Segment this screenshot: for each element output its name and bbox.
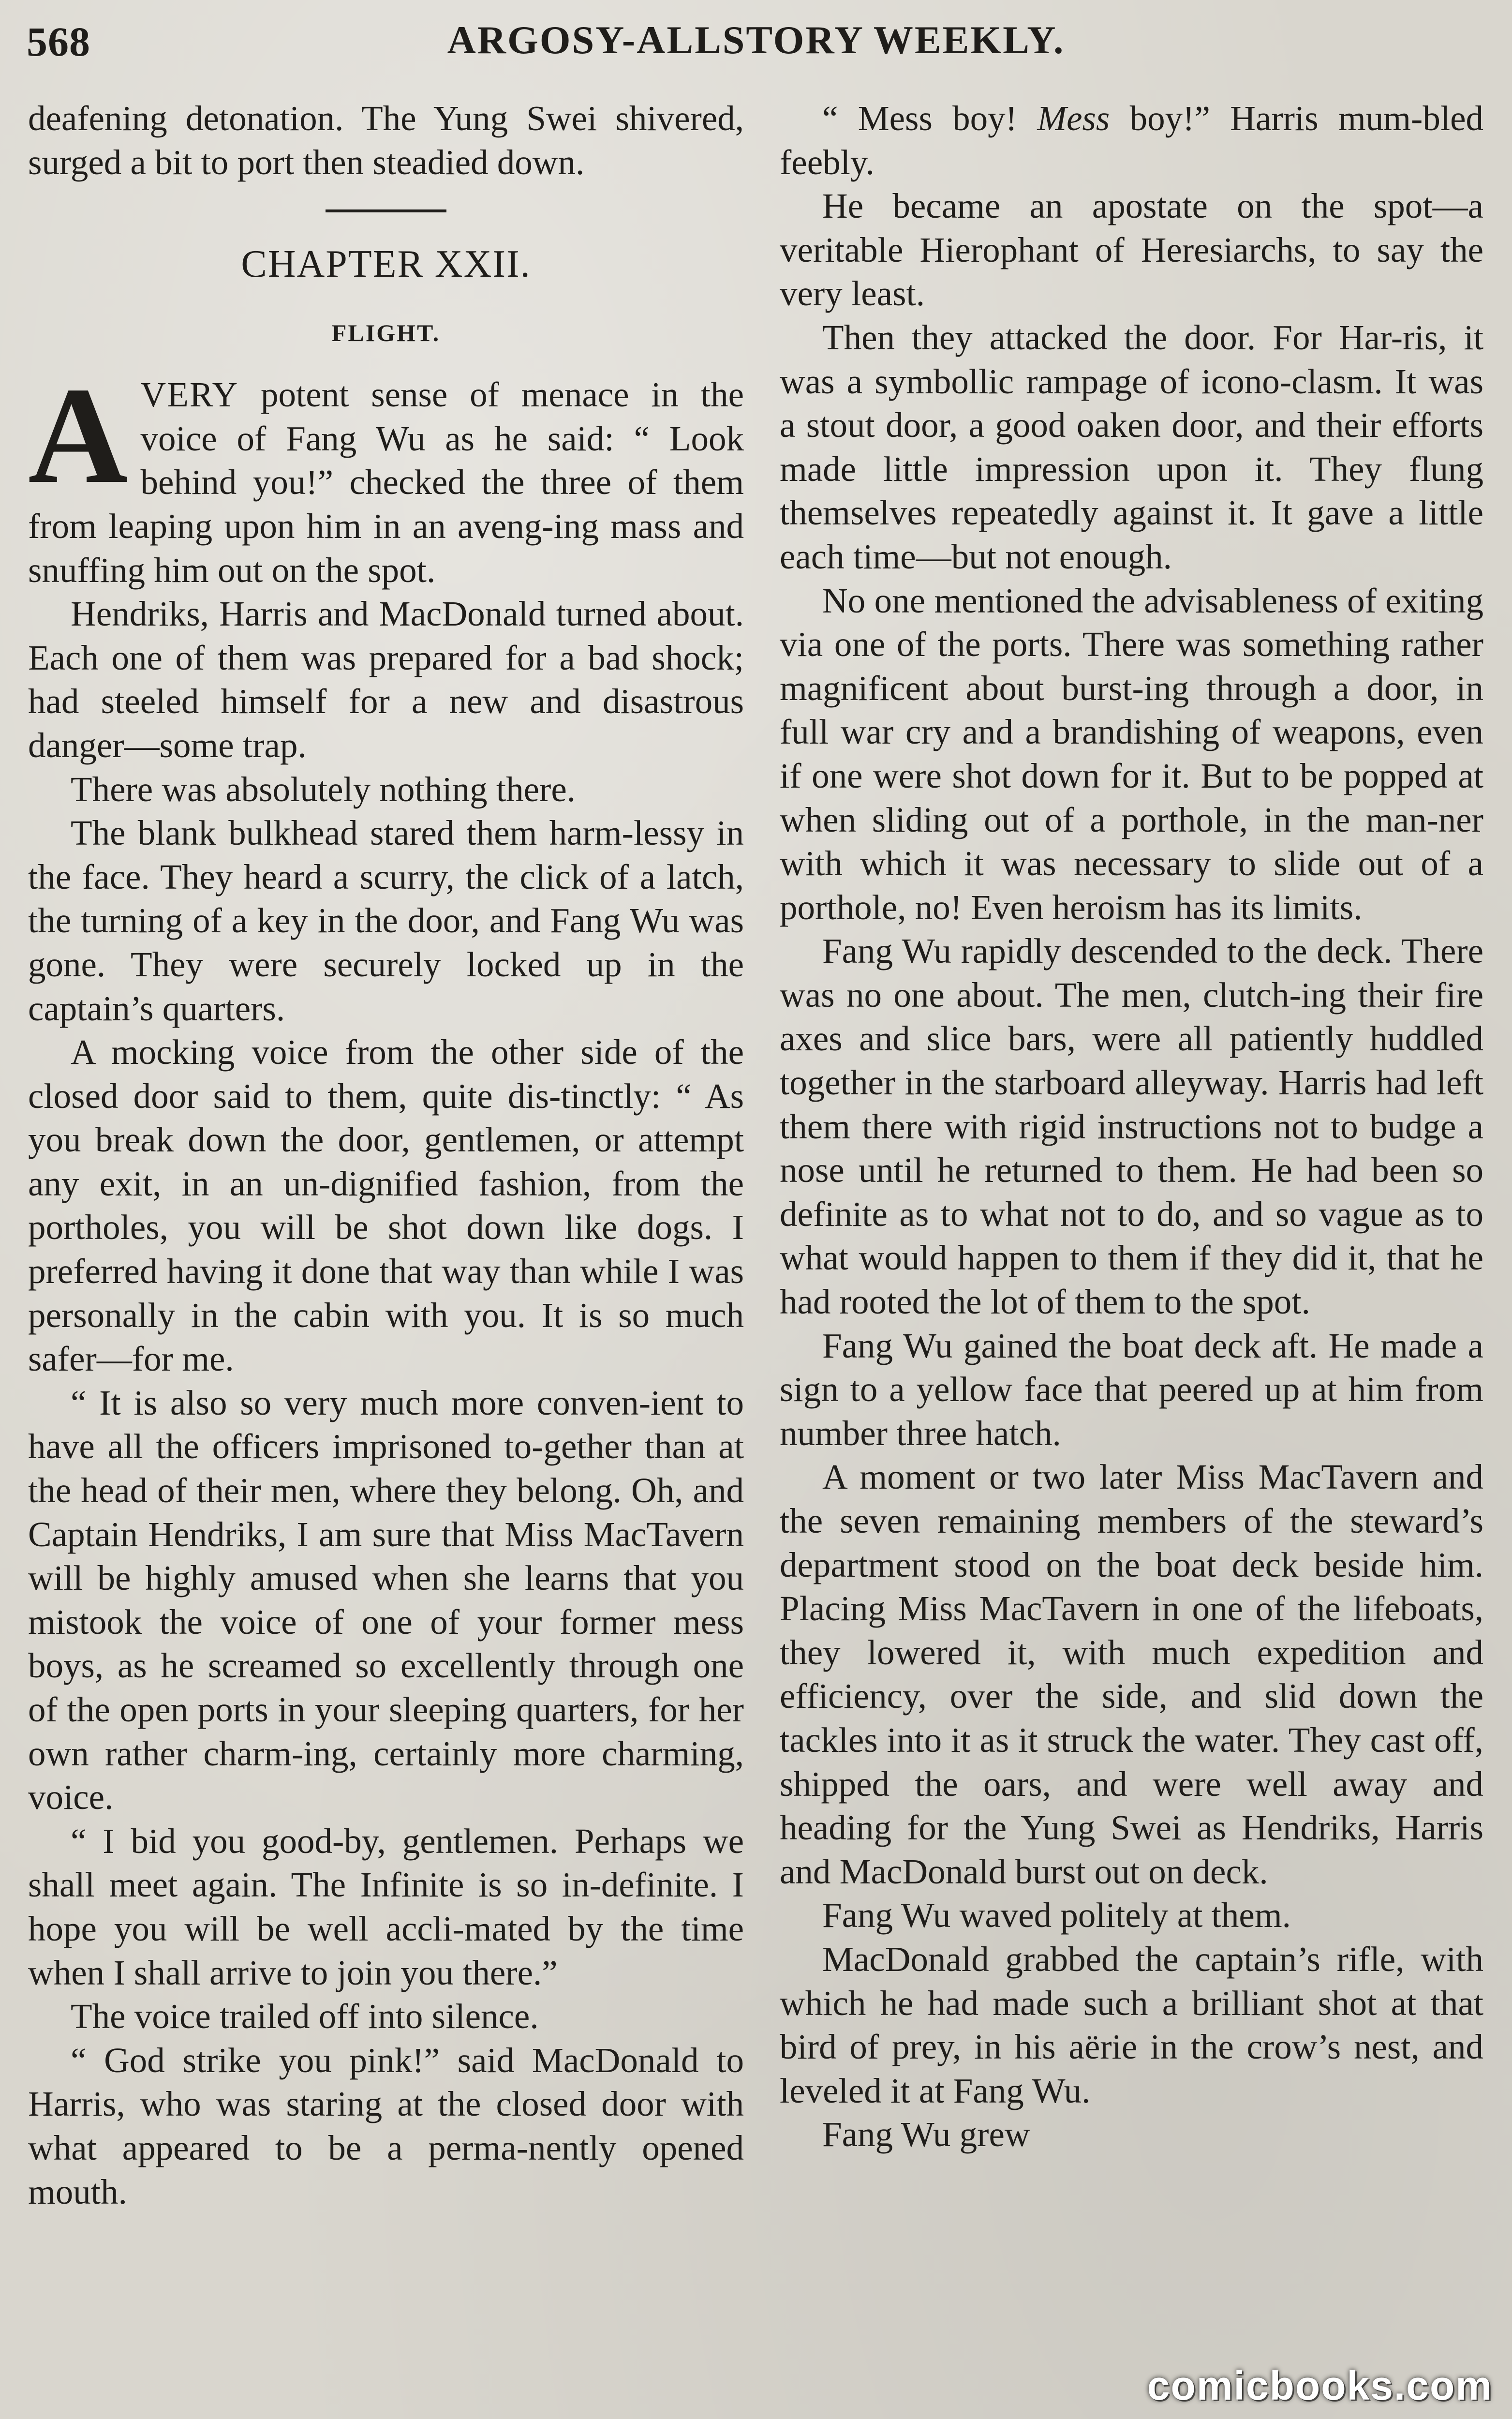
running-head: ARGOSY-ALLSTORY WEEKLY. <box>447 18 1065 62</box>
chapter-subtitle: FLIGHT. <box>331 319 441 347</box>
body-paragraph: MacDonald grabbed the captain’s rifle, with which he had made such a brilliant shot at that bird of prey, in his aërie in the crow’s nest, and leveled it at Fang Wu. <box>780 1939 1483 2110</box>
body-paragraph: The blank bulkhead stared them harm-lessy in the face. They heard a scurry, the click of a latch, the turning of a key in the door, and Fang Wu was gone. They were securely locked up in the captain’s quarters. <box>28 813 744 1028</box>
body-paragraph: “ God strike you pink!” said MacDonald to Harris, who was staring at the closed door with what appeared to be a perma-nently opened mouth. <box>28 2040 744 2211</box>
opening-paragraph <box>28 358 744 592</box>
dialogue-end: boy!” Harris mum-bled feebly. <box>780 99 1483 182</box>
body-paragraph: Fang Wu grew <box>822 2115 1030 2154</box>
left-column <box>28 97 744 2214</box>
page-number: 568 <box>27 18 90 65</box>
body-paragraph: “ It is also so very much more conven-ient to have all the officers imprisoned to-gether than at the head of their men, where they belong. Oh, and Captain Hendriks, I am sure that Miss MacTavern will be highly amused when she learns that you mistook the voice of one of your former mess boys, as he screamed so excellently through one of the open ports in your sleeping quarters, for her own rather charm-ing, certainly more charming, voice. <box>28 1383 744 1817</box>
body-paragraph: No one mentioned the advisableness of exiting via one of the ports. There was something rather magnificent about burst-ing through a door, in full war cry and a brandishing of weapons, even if one were shot down for it. But to be popped at when sliding out of a porthole, in the man-ner with which it was necessary to slide out of a porthole, no! Even heroism has its limits. <box>780 581 1483 927</box>
drop-cap: A <box>28 358 128 512</box>
dialogue-start: “ Mess boy! <box>822 99 1038 138</box>
body-paragraph: Hendriks, Harris and MacDonald turned about. Each one of them was prepared for a bad shock; had steeled himself for a new and disastrous danger—some trap. <box>28 594 744 765</box>
body-paragraph: He became an apostate on the spot—a veritable Hierophant of Heresiarchs, to say the very least. <box>780 186 1483 314</box>
site-watermark: comicbooks.com <box>1147 2363 1493 2408</box>
body-paragraph: A moment or two later Miss MacTavern and the seven remaining members of the steward’s department stood on the boat deck beside him. Placing Miss MacTavern in one of the lifeboats, they lowered it, with much expedition and efficiency, over the side, and slid down the tackles into it as it struck the water. They cast off, shipped the oars, and were well away and heading for the Yung Swei as Hendriks, Harris and MacDonald burst out on deck. <box>780 1457 1483 1891</box>
body-paragraph: Fang Wu waved politely at them. <box>822 1896 1291 1935</box>
emphasized-word: Mess <box>1037 99 1110 138</box>
body-paragraph: Fang Wu rapidly descended to the deck. There was no one about. The men, clutch-ing their fire axes and slice bars, were all patiently huddled together in the starboard alleyway. Harris had left them there with rigid instructions not to budge a nose until he returned to them. He had been so definite as to what not to do, and so vague as to what would happen to them if they did it, that he had rooted the lot of them to the spot. <box>780 931 1483 1322</box>
section-divider <box>326 209 446 212</box>
body-paragraph: A mocking voice from the other side of the closed door said to them, quite dis-tinctly: “ As you break down the door, gentlemen, or attempt any exit, in an un-dignified fashion, from the portholes, you will be shot down like dogs. I preferred having it done that way than while I was personally in the cabin with you. It is so much safer—for me. <box>28 1032 744 1379</box>
body-paragraph: The voice trailed off into silence. <box>71 1997 539 2036</box>
body-paragraph: There was absolutely nothing there. <box>71 769 576 809</box>
body-paragraph: Then they attacked the door. For Har-ris, it was a symbollic rampage of icono-clasm. It was a stout door, a good oaken door, and their efforts made little impression upon it. They flung themselves repeatedly against it. It gave a little each time—but not enough. <box>780 317 1483 576</box>
continuation-paragraph: deafening detonation. The Yung Swei shivered, surged a bit to port then steadied down. <box>28 99 744 182</box>
lead-caps: VERY <box>140 375 239 415</box>
page-header <box>27 9 1485 81</box>
opening-paragraph-text: potent sense of menace in the voice of Fang Wu as he said: “ Look behind you!” checked the three of them from leaping upon him in an aveng-ing mass and snuffing him out on the spot. <box>28 375 744 590</box>
body-paragraph: “ I bid you good-by, gentlemen. Perhaps we shall meet again. The Infinite is so in-definite. I hope you will be well accli-mated by the time when I shall arrive to join you there.” <box>28 1821 744 1992</box>
chapter-title: CHAPTER XXII. <box>241 243 531 286</box>
right-column <box>780 97 1483 2157</box>
body-paragraph: Fang Wu gained the boat deck aft. He made a sign to a yellow face that peered up at him from number three hatch. <box>780 1326 1483 1453</box>
body-paragraph <box>780 97 1483 184</box>
